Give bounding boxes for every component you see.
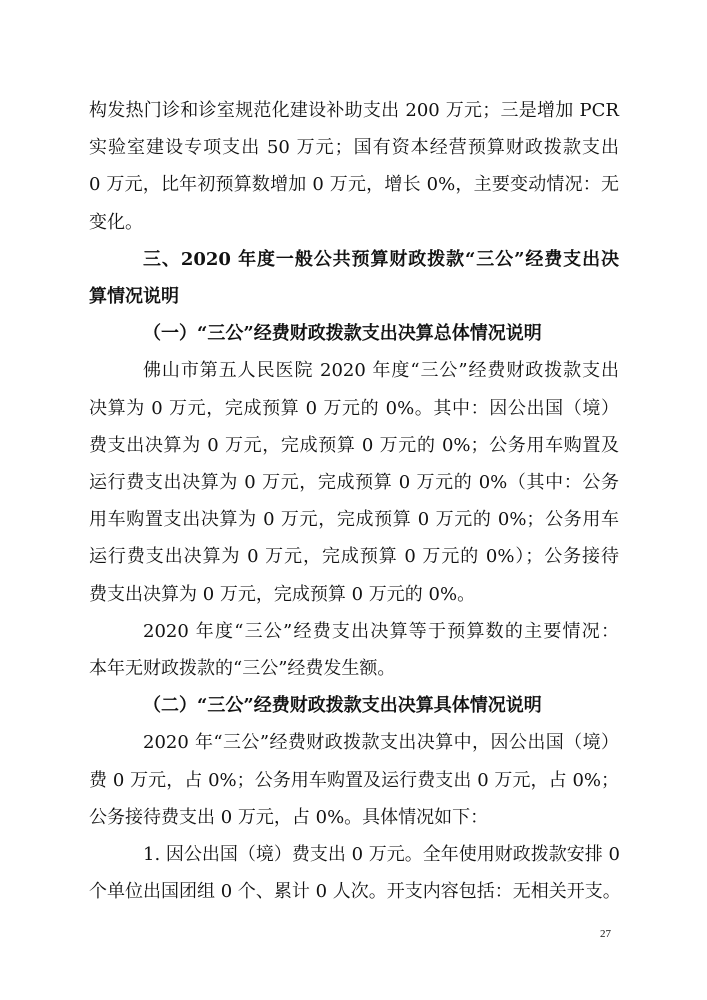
paragraph-line: 1. 因公出国（境）费支出 0 万元。全年使用财政拨款安排 0 <box>143 844 620 866</box>
paragraph-line: 费 0 万元，占 0%；公务用车购置及运行费支出 0 万元，占 0%； <box>89 769 619 791</box>
paragraph-line: 用车购置支出决算为 0 万元，完成预算 0 万元的 0%；公务用车 <box>89 509 619 531</box>
subsection-heading: （一）“三公”经费财政拨款支出决算总体情况说明 <box>143 323 542 345</box>
paragraph-line: 费支出决算为 0 万元，完成预算 0 万元的 0%。 <box>89 583 476 605</box>
paragraph-line: 决算为 0 万元，完成预算 0 万元的 0%。其中：因公出国（境） <box>89 397 619 419</box>
paragraph-line: 构发热门诊和诊室规范化建设补助支出 200 万元；三是增加 PCR <box>89 100 619 121</box>
paragraph-line: 佛山市第五人民医院 2020 年度“三公”经费财政拨款支出 <box>143 360 619 382</box>
paragraph-line: 费支出决算为 0 万元，完成预算 0 万元的 0%；公务用车购置及 <box>89 434 619 456</box>
subsection-heading: （二）“三公”经费财政拨款支出决算具体情况说明 <box>143 695 542 717</box>
page-number: 27 <box>600 928 611 940</box>
paragraph-line: 2020 年“三公”经费财政拨款支出决算中，因公出国（境） <box>143 732 619 754</box>
paragraph-line: 0 万元，比年初预算数增加 0 万元，增长 0%，主要变动情况：无 <box>89 174 619 196</box>
paragraph-line: 公务接待费支出 0 万元，占 0%。具体情况如下： <box>89 806 489 828</box>
body-text <box>89 92 619 910</box>
paragraph-line: 运行费支出决算为 0 万元，完成预算 0 万元的 0%）；公务接待 <box>89 546 619 568</box>
paragraph-line: 变化。 <box>89 211 143 233</box>
paragraph-line: 实验室建设专项支出 50 万元；国有资本经营预算财政拨款支出 <box>89 137 619 159</box>
paragraph-line: 2020 年度“三公”经费支出决算等于预算数的主要情况： <box>143 620 619 642</box>
paragraph-line: 个单位出国团组 0 个、累计 0 人次。开支内容包括：无相关开支。 <box>89 881 621 903</box>
section-heading: 算情况说明 <box>89 286 179 308</box>
paragraph-line: 本年无财政拨款的“三公”经费发生额。 <box>89 658 396 680</box>
paragraph-line: 运行费支出决算为 0 万元，完成预算 0 万元的 0%（其中：公务 <box>89 472 619 494</box>
section-heading: 三、2020 年度一般公共预算财政拨款“三公”经费支出决 <box>143 248 619 270</box>
